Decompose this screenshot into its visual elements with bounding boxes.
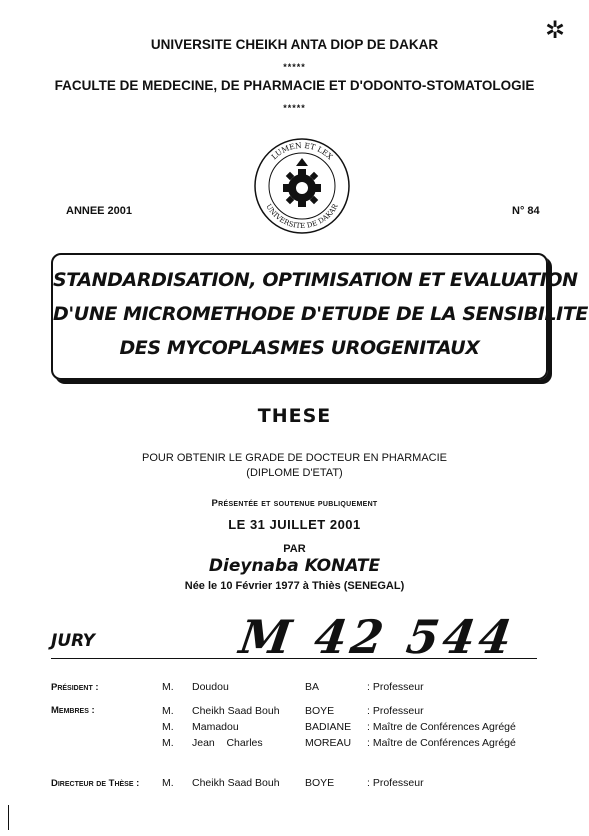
- thesis-number: N° 84: [512, 205, 540, 217]
- author-birth: Née le 10 Février 1977 à Thiès (SENEGAL): [184, 580, 405, 592]
- jury-last-name: BADIANE: [305, 721, 352, 733]
- jury-last-name: BOYE: [305, 705, 335, 717]
- jury-first-name: Cheikh Saad Bouh: [192, 705, 280, 717]
- jury-first-name: Cheikh Saad Bouh: [192, 777, 280, 789]
- title-line-2: D'UNE MICROMETHODE D'ETUDE DE LA SENSIBILITE: [53, 303, 588, 325]
- jury-title: M.: [162, 705, 174, 717]
- title-line-3: DES MYCOPLASMES UROGENITAUX: [119, 337, 480, 359]
- jury-rank: : Maître de Conférences Agrégé: [367, 737, 516, 749]
- diploma-type: (DIPLOME D'ETAT): [246, 467, 343, 479]
- presentation-note: Présentée et soutenue publiquement: [211, 498, 378, 509]
- these-heading: THESE: [257, 405, 332, 427]
- jury-first-name: Mamadou: [192, 721, 239, 733]
- handwritten-stamp: M 42 544: [236, 610, 519, 664]
- jury-rank: : Professeur: [367, 705, 424, 717]
- academic-year: ANNEE 2001: [66, 205, 133, 217]
- seal-motto-top: LUMEN ET LEX: [269, 140, 335, 162]
- title-line-1: STANDARDISATION, OPTIMISATION ET EVALUATION: [53, 269, 578, 291]
- university-name: UNIVERSITE CHEIKH ANTA DIOP DE DAKAR: [150, 37, 439, 52]
- jury-first-name: Doudou: [192, 681, 229, 693]
- degree-purpose: POUR OBTENIR LE GRADE DE DOCTEUR EN PHARMACIE: [142, 452, 447, 464]
- jury-last-name: BOYE: [305, 777, 335, 789]
- jury-rank: : Professeur: [367, 777, 424, 789]
- scan-margin-mark: [8, 805, 9, 830]
- jury-role: Membres :: [51, 705, 95, 716]
- jury-last-name: BA: [305, 681, 320, 693]
- defense-date: LE 31 JUILLET 2001: [228, 517, 361, 532]
- jury-label: JURY: [51, 631, 95, 651]
- university-seal-icon: [252, 136, 352, 236]
- jury-role: Président :: [51, 682, 99, 693]
- title-box: [51, 253, 588, 380]
- seal-motto-bottom: UNIVERSITE DE DAKAR: [264, 202, 340, 231]
- jury-title: M.: [162, 777, 174, 789]
- jury-first-name: Jean Charles: [192, 737, 263, 749]
- jury-title: M.: [162, 681, 174, 693]
- jury-last-name: MOREAU: [305, 737, 352, 749]
- jury-rank: : Maître de Conférences Agrégé: [367, 721, 516, 733]
- stars-divider-2: *****: [283, 103, 306, 113]
- jury-title: M.: [162, 721, 174, 733]
- stars-divider-1: *****: [283, 62, 306, 72]
- faculty-name: FACULTE DE MEDECINE, DE PHARMACIE ET D'ODONTO-STOMATOLOGIE: [54, 78, 535, 93]
- jury-rank: : Professeur: [367, 681, 424, 693]
- jury-role: Directeur de Thèse :: [51, 778, 140, 789]
- by-label: PAR: [283, 543, 306, 555]
- jury-title: M.: [162, 737, 174, 749]
- asterisk-mark-icon: ✲: [545, 17, 566, 44]
- author-name: Dieynaba KONATE: [208, 556, 381, 576]
